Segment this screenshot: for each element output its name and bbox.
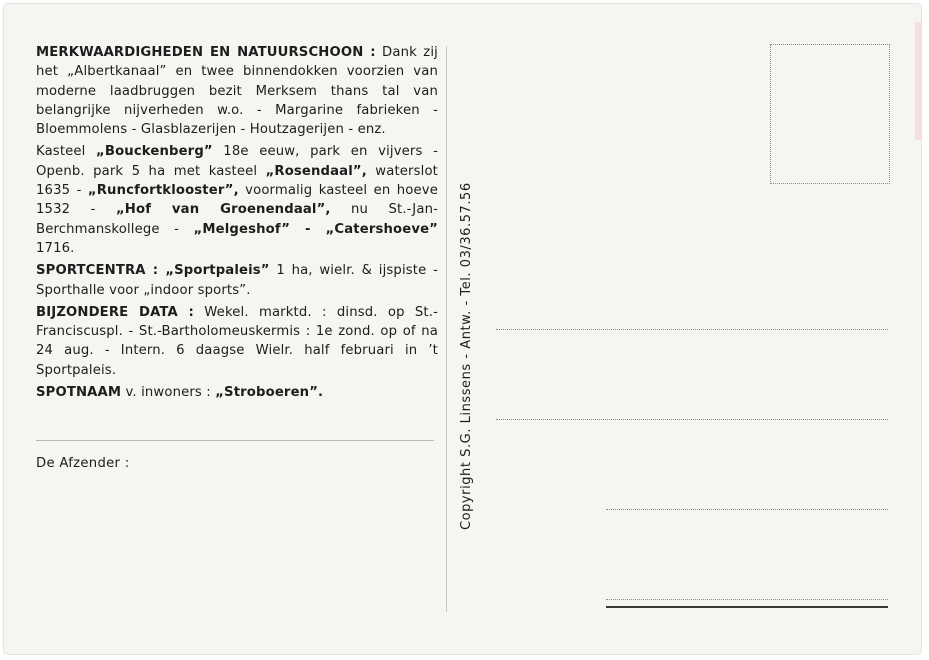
paragraph-merkwaardigheden (36, 43, 438, 139)
address-line-1 (496, 329, 888, 330)
text-run: waterslot 1635 - (36, 163, 438, 199)
text-run: voormalig kasteel en hoeve 1532 - (36, 183, 438, 218)
heading-merkwaardigheden: MERKWAARDIGHEDEN EN NATUURSCHOON : (36, 45, 376, 60)
paragraph-kasteel (36, 142, 438, 258)
address-line-4-underline (606, 606, 888, 608)
bold-run: SPOTNAAM (36, 385, 122, 401)
body-merkwaardigheden: Dank zij het „Albertkanaal” en twee binnendokken voorzien van moderne laadbruggen bezit Merksem thans tal van belangrijke nijverheden w.o. - Margarine fabrieken - Bloemmolens - Glasblazerijen - Houtzagerijen - enz. (36, 45, 438, 138)
bold-run: „Rosendaal”, (265, 163, 367, 179)
address-line-4 (606, 599, 888, 600)
address-line-2 (496, 419, 888, 420)
bold-run: „Hof van Groenendaal”, (115, 202, 331, 218)
bold-run: „Melgeshof” - „Catershoeve” (193, 221, 438, 237)
text-run: Kasteel (36, 144, 97, 160)
text-run: nu St.-Jan-Berchmanskollege - (36, 202, 438, 237)
description-text (36, 43, 438, 405)
text-run: 18e eeuw, park en vijvers - Openb. park 5 ha met kasteel (36, 144, 438, 179)
sender-label: De Afzender : (36, 456, 130, 471)
bold-run: „Sportpaleis” (165, 263, 270, 279)
bold-run: SPORTCENTRA : (36, 263, 166, 279)
sender-separator-line (36, 440, 434, 441)
text-run: 1 ha, wielr. & ijspiste - Sporthalle voor „indoor sports”. (36, 263, 438, 298)
paragraph-sportcentra (36, 261, 438, 300)
bold-run: „Runcfortklooster”, (87, 183, 239, 199)
paragraph-bijzondere-data (36, 303, 438, 380)
copyright-text: Copyright S.G. Linssens - Antw. - Tel. 03/36.57.56 (459, 182, 474, 530)
paragraph-spotnaam (36, 383, 438, 402)
text-run: v. inwoners : (121, 385, 216, 401)
stamp-box (770, 44, 890, 184)
text-run: Wekel. marktd. : dinsd. op St.-Franciscuspl. - St.-Bartholomeuskermis : 1e zond. op of na 24 aug. - Intern. 6 daagse Wielr. half februari in ’t Sportpaleis. (36, 304, 438, 378)
card-edge-tint (915, 22, 921, 140)
text-run: 1716. (36, 240, 75, 256)
bold-run: „Bouckenberg” (96, 144, 213, 160)
bold-run: „Stroboeren”. (215, 385, 324, 401)
address-line-3 (606, 509, 888, 510)
bold-run: BIJZONDERE DATA : (36, 304, 194, 320)
center-divider (446, 46, 447, 612)
